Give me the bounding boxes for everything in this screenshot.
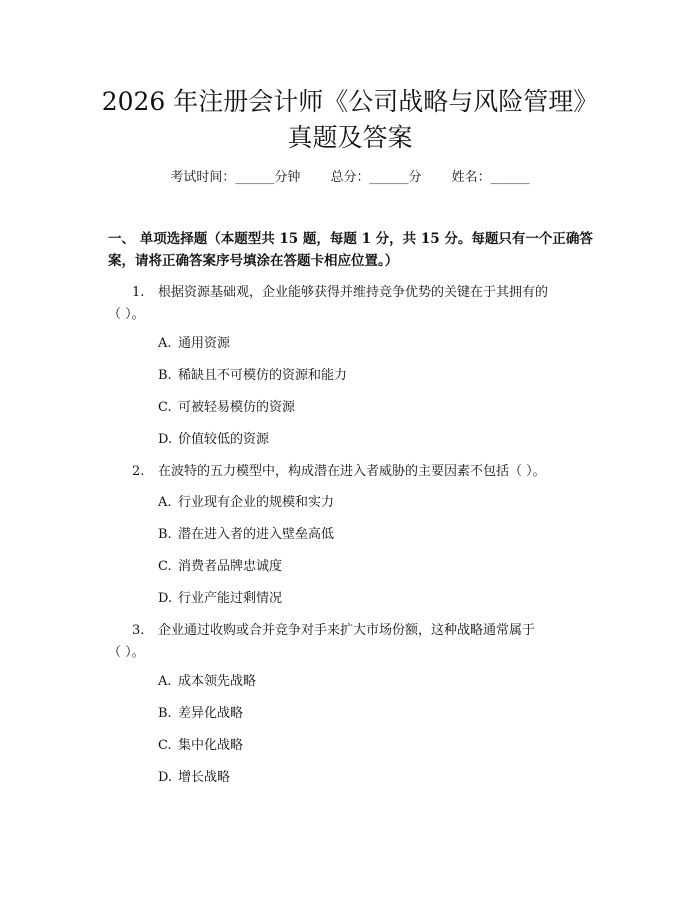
section-heading: 一、 单项选择题（本题型共 15 题，每题 1 分，共 15 分。每题只有一个正确答案，请将正确答案序号填涂在答题卡相应位置。）: [108, 231, 593, 269]
option-text: 增长战略: [178, 770, 231, 785]
option-text: 差异化战略: [178, 706, 244, 721]
option-letter: A.: [158, 336, 172, 351]
option-c[interactable]: [158, 736, 243, 756]
question-text-continued: （ ）。: [108, 645, 145, 660]
question: [108, 282, 604, 326]
question-number: 2.: [132, 464, 145, 479]
option-letter: C.: [158, 738, 172, 753]
question: [108, 461, 604, 483]
option-text: 通用资源: [178, 336, 231, 351]
option-text: 集中化战略: [178, 738, 244, 753]
option-letter: B.: [158, 368, 172, 383]
question-number: 3.: [132, 623, 145, 638]
option-letter: D.: [158, 591, 173, 606]
option-text: 行业现有企业的规模和实力: [178, 495, 335, 510]
option-a[interactable]: [158, 334, 230, 354]
option-c[interactable]: [158, 398, 295, 418]
exam-candidate-name: 姓名：______: [451, 170, 530, 185]
option-a[interactable]: [158, 672, 256, 692]
page-title-line2: 真题及答案: [287, 123, 413, 152]
question-number: 1.: [132, 285, 145, 300]
question: [108, 620, 604, 664]
option-c[interactable]: [158, 557, 282, 577]
exam-info: [0, 168, 700, 188]
question-text: 企业通过收购或合并竞争对手来扩大市场份额，这种战略通常属于: [158, 623, 536, 638]
exam-time: 考试时间：______分钟: [170, 170, 301, 185]
option-text: 成本领先战略: [178, 674, 257, 689]
option-letter: B.: [158, 706, 172, 721]
option-letter: C.: [158, 400, 172, 415]
option-text: 行业产能过剩情况: [178, 591, 283, 606]
option-letter: B.: [158, 527, 172, 542]
option-d[interactable]: [158, 768, 230, 788]
option-text: 潜在进入者的进入壁垒高低: [178, 527, 335, 542]
option-d[interactable]: [158, 430, 269, 450]
page-title-line1: 2026 年注册会计师《公司战略与风险管理》: [101, 87, 599, 116]
option-b[interactable]: [158, 704, 243, 724]
option-text: 价值较低的资源: [178, 432, 270, 447]
option-letter: D.: [158, 432, 173, 447]
option-letter: D.: [158, 770, 173, 785]
option-d[interactable]: [158, 589, 282, 609]
option-text: 稀缺且不可模仿的资源和能力: [178, 368, 348, 383]
option-a[interactable]: [158, 493, 334, 513]
option-letter: C.: [158, 559, 172, 574]
question-text: 根据资源基础观，企业能够获得并维持竞争优势的关键在于其拥有的: [158, 285, 549, 300]
option-b[interactable]: [158, 525, 334, 545]
question-text-continued: （ ）。: [108, 307, 145, 322]
exam-total-score: 总分：______分: [330, 170, 422, 185]
option-text: 消费者品牌忠诚度: [178, 559, 283, 574]
option-letter: A.: [158, 495, 172, 510]
question-text: 在波特的五力模型中，构成潜在进入者威胁的主要因素不包括（ ）。: [158, 464, 546, 479]
option-text: 可被轻易模仿的资源: [178, 400, 296, 415]
option-letter: A.: [158, 674, 172, 689]
option-b[interactable]: [158, 366, 347, 386]
